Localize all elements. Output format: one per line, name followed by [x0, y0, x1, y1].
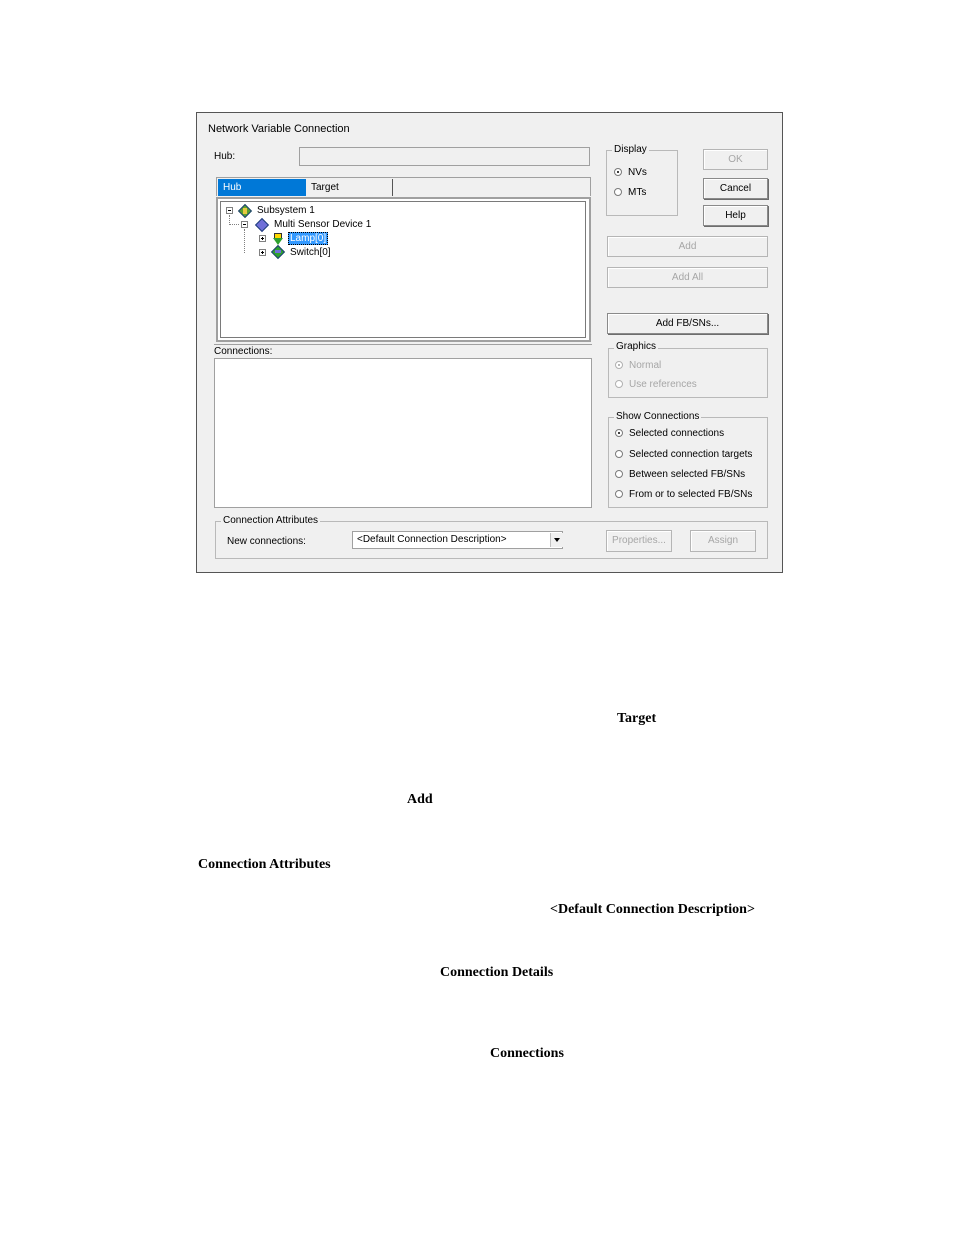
ok-button[interactable]: OK [703, 149, 768, 170]
nvs-radio-label: NVs [628, 167, 647, 178]
mts-radio[interactable] [614, 188, 622, 196]
selected-connections-label: Selected connections [629, 428, 725, 439]
doc-connection-attributes-word: Connection Attributes [198, 857, 331, 872]
device-icon [256, 219, 268, 231]
functional-block-lamp-icon [271, 232, 285, 246]
selected-connections-radio[interactable] [615, 429, 623, 437]
connection-description-value: <Default Connection Description> [357, 534, 507, 545]
expand-icon[interactable] [259, 249, 266, 256]
new-connections-label: New connections: [227, 536, 306, 547]
network-variable-connection-dialog [196, 112, 783, 573]
tree-item-switch-0[interactable]: Switch[0] [290, 247, 331, 258]
use-references-radio[interactable] [615, 380, 623, 388]
functional-block-switch-icon [272, 246, 284, 258]
display-group [606, 150, 678, 216]
dialog-title: Network Variable Connection [208, 123, 350, 135]
properties-button[interactable]: Properties... [606, 530, 672, 552]
show-connections-legend: Show Connections [616, 411, 700, 422]
add-fbsns-button[interactable]: Add FB/SNs... [607, 313, 768, 334]
doc-connections-word: Connections [490, 1046, 564, 1061]
normal-radio-label: Normal [629, 360, 662, 371]
between-selected-label: Between selected FB/SNs [629, 469, 746, 480]
add-all-button[interactable]: Add All [607, 267, 768, 288]
graphics-legend: Graphics [616, 341, 657, 352]
doc-connection-details-word: Connection Details [440, 965, 554, 980]
between-selected-radio[interactable] [615, 470, 623, 478]
hub-label: Hub: [214, 151, 236, 162]
from-or-to-selected-radio[interactable] [615, 490, 623, 498]
tree-item-multi-sensor-device-1[interactable]: Multi Sensor Device 1 [274, 219, 372, 230]
tree-panel [216, 197, 591, 342]
help-button[interactable]: Help [703, 205, 768, 226]
normal-radio[interactable] [615, 361, 623, 369]
display-legend: Display [614, 144, 647, 155]
graphics-group [608, 348, 768, 398]
expand-icon[interactable] [259, 235, 266, 242]
connection-attributes-legend: Connection Attributes [223, 515, 319, 526]
doc-add-word: Add [407, 792, 433, 807]
mts-radio-label: MTs [628, 187, 647, 198]
network-tree[interactable] [220, 201, 586, 338]
add-button[interactable]: Add [607, 236, 768, 257]
connections-label: Connections: [214, 346, 273, 357]
tab-hub[interactable]: Hub [218, 179, 306, 196]
assign-button[interactable]: Assign [690, 530, 756, 552]
connections-list[interactable] [214, 358, 592, 508]
subsystem-icon [239, 205, 251, 217]
dropdown-arrow-icon[interactable] [550, 533, 563, 547]
tree-item-subsystem-1[interactable]: Subsystem 1 [257, 205, 315, 216]
cancel-button[interactable]: Cancel [703, 178, 768, 199]
selected-connection-targets-label: Selected connection targets [629, 449, 753, 460]
tab-target[interactable]: Target [306, 179, 393, 196]
use-references-radio-label: Use references [629, 379, 697, 390]
from-or-to-selected-label: From or to selected FB/SNs [629, 489, 753, 500]
nvs-radio[interactable] [614, 168, 622, 176]
connection-description-select[interactable] [352, 531, 563, 549]
hub-field [299, 147, 590, 166]
selected-connection-targets-radio[interactable] [615, 450, 623, 458]
doc-target-word: Target [617, 711, 657, 726]
collapse-icon[interactable] [226, 207, 233, 214]
tree-item-lamp-0[interactable]: Lamp[0] [290, 233, 327, 244]
doc-default-connection-description: <Default Connection Description> [550, 902, 755, 917]
collapse-icon[interactable] [241, 221, 248, 228]
